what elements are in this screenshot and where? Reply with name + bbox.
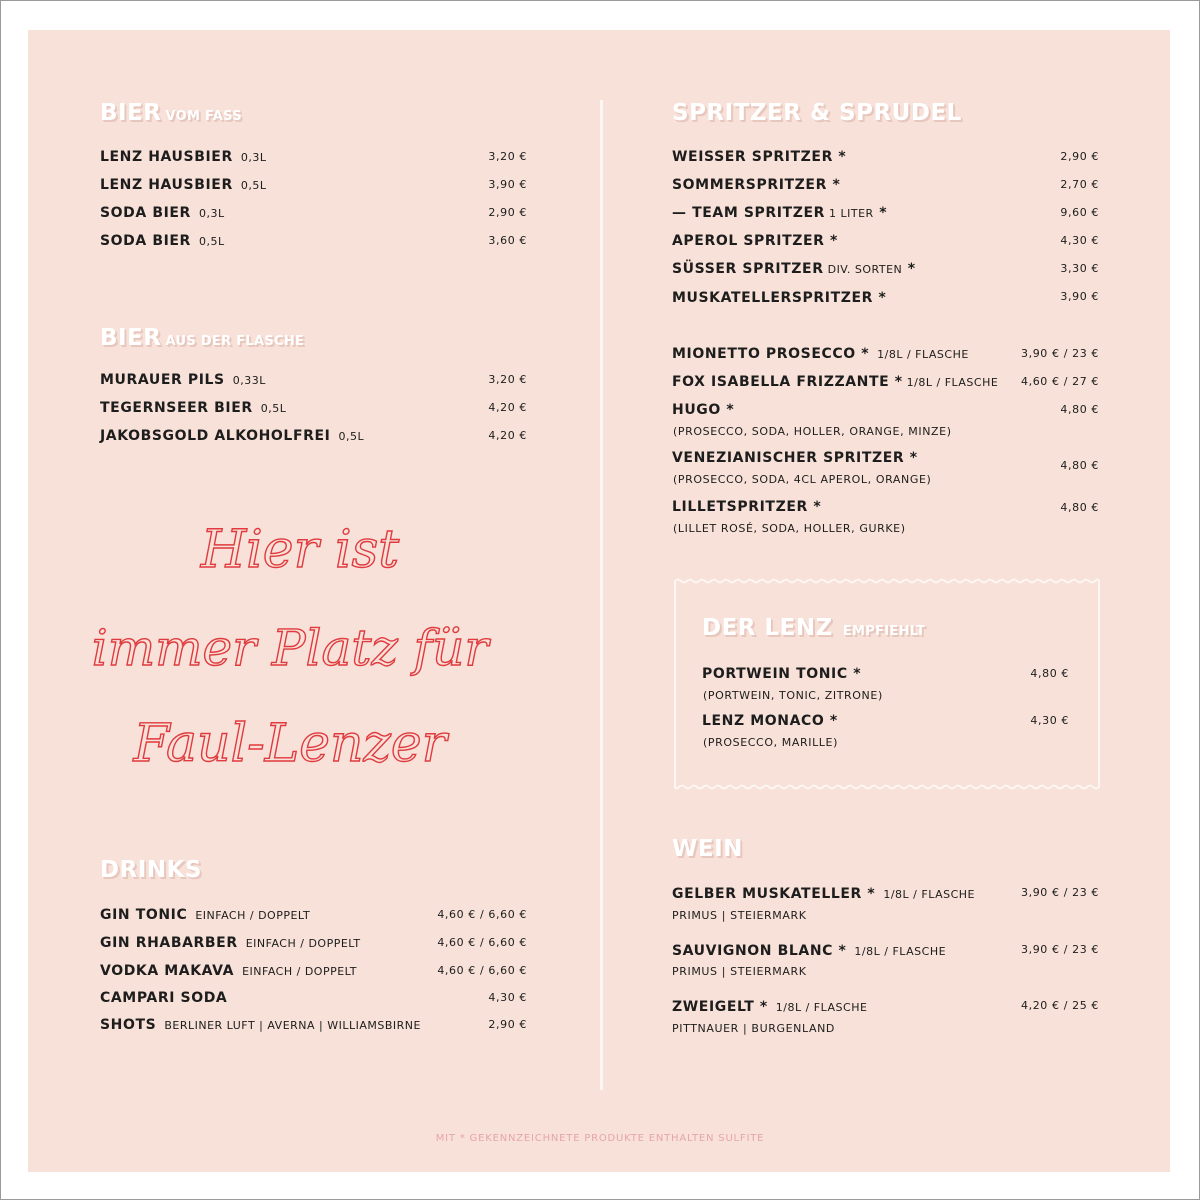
section-subtitle: VOM FASS [165,109,242,124]
menu-item [672,149,846,165]
item-price: 4,60 € / 6,60 € [437,908,527,921]
sulfite-footnote: MIT * GEKENNZEICHNETE PRODUKTE ENTHALTEN SULFITE [435,1133,765,1144]
item-name: JAKOBSGOLD ALKOHOLFREI [100,428,331,444]
item-price: 4,80 € [1030,667,1069,680]
item-name: PORTWEIN TONIC * [702,666,862,682]
item-name: WEISSER SPRITZER * [672,149,847,165]
item-price: 3,20 € [488,373,527,386]
item-size: 1/8L / FLASCHE [775,1001,868,1014]
item-name: LENZ HAUSBIER [100,149,233,165]
item-name: MIONETTO PROSECCO * [672,346,870,362]
menu-item [672,177,840,193]
menu-item [100,990,227,1006]
item-name: SAUVIGNON BLANC * [672,943,847,959]
item-price: 2,90 € [1060,150,1099,163]
item-size: 0,3L [198,207,225,220]
item-price: 4,60 € / 6,60 € [437,936,527,949]
section-title-text: BIER [100,325,162,351]
item-name: SOMMERSPRITZER * [672,177,841,193]
menu-item [100,1017,421,1033]
section-title-wein: WEIN [672,836,743,862]
item-size: EINFACH / DOPPELT [195,909,311,922]
section-title-spritzer: SPRITZER & SPRUDEL [672,100,962,126]
menu-item [100,372,266,388]
item-size: 0,5L [240,179,267,192]
item-name: FOX ISABELLA FRIZZANTE * [672,374,903,390]
menu-item [672,886,975,902]
item-price: 3,90 € [488,178,527,191]
script-slogan [90,505,510,805]
menu-item [100,205,225,221]
sulfite-marker: * [879,205,888,221]
slogan-line-2: immer Platz für [91,619,489,677]
item-name: SODA BIER [100,205,191,221]
item-name: LENZ HAUSBIER [100,177,233,193]
item-name: — TEAM SPRITZER [672,205,826,221]
item-name: GIN RHABARBER [100,935,238,951]
menu-item [672,999,867,1015]
item-name: LENZ MONACO * [702,713,838,729]
item-price: 2,90 € [488,206,527,219]
item-size: 1/8L / FLASCHE [854,945,947,958]
menu-item [672,499,821,515]
section-subtitle: AUS DER FLASCHE [165,334,305,349]
menu-item [672,402,734,418]
menu-item [100,233,225,249]
item-size: EINFACH / DOPPELT [245,937,361,950]
item-price: 3,90 € [1060,290,1099,303]
item-description: (PROSECCO, MARILLE) [703,736,838,749]
item-price: 9,60 € [1060,206,1099,219]
menu-item [100,907,310,923]
item-price: 4,60 € / 27 € [1021,375,1099,388]
item-size: 0,5L [260,402,287,415]
item-price: 3,30 € [1060,262,1099,275]
item-description: PRIMUS | STEIERMARK [672,965,807,978]
item-price: 2,90 € [488,1018,527,1031]
item-description: (LILLET ROSÉ, SODA, HOLLER, GURKE) [673,522,906,535]
recommendation-box-border [672,578,1102,790]
item-price: 4,30 € [1030,714,1069,727]
item-description: (PROSECCO, SODA, 4CL APEROL, ORANGE) [673,473,932,486]
item-size: 1/8L / FLASCHE [877,348,969,361]
section-title-bier-fass [100,100,242,126]
item-price: 2,70 € [1060,178,1099,191]
sulfite-marker: * [907,261,916,277]
item-price: 3,20 € [488,150,527,163]
item-size: 0,5L [338,430,365,443]
item-description: (PORTWEIN, TONIC, ZITRONE) [703,689,883,702]
menu-item [100,149,266,165]
item-price: 4,80 € [1060,501,1099,514]
item-name: HUGO * [672,402,735,418]
item-name: MURAUER PILS [100,372,225,388]
column-divider [600,100,603,1090]
item-size: 0,3L [240,151,267,164]
menu-item [672,205,887,221]
menu-item [100,935,361,951]
menu-item [672,374,998,390]
item-name: SÜSSER SPRITZER [672,261,824,277]
item-size: 1 LITER [829,207,874,220]
menu-item [100,963,357,979]
item-price: 4,30 € [1060,234,1099,247]
item-price: 4,80 € [1060,403,1099,416]
item-price: 4,20 € / 25 € [1021,999,1099,1012]
item-size: DIV. SORTEN [827,263,903,276]
item-description: PRIMUS | STEIERMARK [672,909,807,922]
item-name: SODA BIER [100,233,191,249]
item-name: MUSKATELLERSPRITZER * [672,290,887,306]
menu-item [702,666,861,682]
item-price: 4,80 € [1060,459,1099,472]
section-title-drinks: DRINKS [100,857,202,883]
item-name: ZWEIGELT * [672,999,768,1015]
menu-item [672,943,946,959]
item-size: BERLINER LUFT | AVERNA | WILLIAMSBIRNE [164,1019,421,1032]
item-size: 1/8L / FLASCHE [883,888,975,901]
item-price: 3,90 € / 23 € [1021,886,1099,899]
item-name: SHOTS [100,1017,157,1033]
item-name: LILLETSPRITZER * [672,499,822,515]
menu-item [672,346,969,362]
item-name: CAMPARI SODA [100,990,228,1006]
item-price: 4,60 € / 6,60 € [437,964,527,977]
section-title-text: DER LENZ [702,615,833,641]
item-price: 4,30 € [488,991,527,1004]
item-size: EINFACH / DOPPELT [242,965,357,978]
menu-item [672,450,918,466]
item-description: (PROSECCO, SODA, HOLLER, ORANGE, MINZE) [673,425,952,438]
menu-item [702,713,838,729]
menu-item [672,233,838,249]
item-name: APEROL SPRITZER * [672,233,838,249]
menu-item [100,428,364,444]
item-name: VODKA MAKAVA [100,963,235,979]
menu-item [672,290,886,306]
item-size: 0,5L [198,235,225,248]
section-title-empfiehlt [702,615,925,641]
item-size: 0,33L [232,374,266,387]
item-name: VENEZIANISCHER SPRITZER * [672,450,918,466]
item-description: PITTNAUER | BURGENLAND [672,1022,835,1035]
menu-item [672,261,916,277]
item-name: GELBER MUSKATELLER * [672,886,876,902]
item-name: GIN TONIC [100,907,188,923]
item-price: 3,90 € / 23 € [1021,347,1099,360]
section-title-text: BIER [100,100,162,126]
item-name: TEGERNSEER BIER [100,400,253,416]
item-price: 4,20 € [488,429,527,442]
section-title-bier-flasche [100,325,304,351]
section-subtitle: EMPFIEHLT [842,624,926,639]
slogan-line-1: Hier ist [200,520,400,580]
item-price: 4,20 € [488,401,527,414]
item-price: 3,90 € / 23 € [1021,943,1099,956]
slogan-line-3: Faul-Lenzer [133,714,447,774]
item-price: 3,60 € [488,234,527,247]
item-size: 1/8L / FLASCHE [906,376,999,389]
menu-item [100,177,266,193]
menu-item [100,400,286,416]
